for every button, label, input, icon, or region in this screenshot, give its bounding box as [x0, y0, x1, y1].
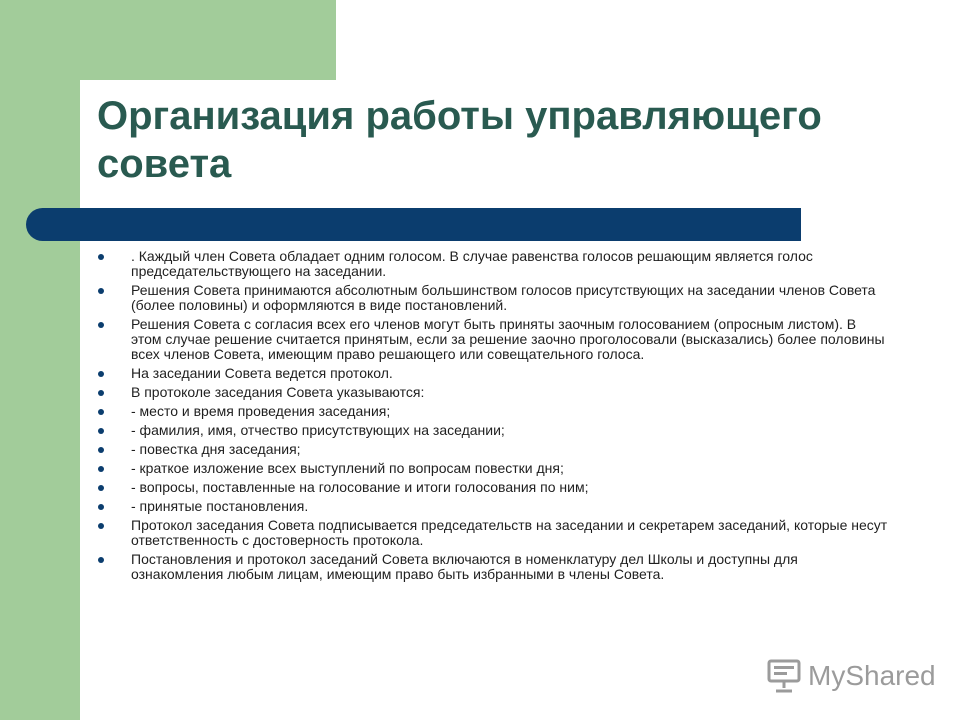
watermark-text: MyShared: [808, 660, 936, 691]
bullet-item: Решения Совета с согласия всех его членов могут быть приняты заочным голосованием (опросным листом). В этом случае решение считается принятым, если за решение заочно проголосовали (высказались) более половины всех членов Совета, имеющим право решающего или совещательного голоса.: [98, 317, 888, 362]
bullet-item: - место и время проведения заседания;: [98, 404, 888, 419]
slide-title: Организация работы управляющего совета: [97, 94, 822, 186]
green-accent-side: [0, 0, 80, 720]
bullet-item: Постановления и протокол заседаний Совета включаются в номенклатуру дел Школы и доступны для ознакомления любым лицам, имеющим право быть избранными в члены Совета.: [98, 552, 888, 582]
bullet-item: - принятые постановления.: [98, 499, 888, 514]
bullet-item: . Каждый член Совета обладает одним голосом. В случае равенства голосов решающим является голос председательствующего на заседании.: [98, 249, 888, 279]
myshared-watermark: [766, 656, 936, 696]
bullet-item: - краткое изложение всех выступлений по вопросам повестки дня;: [98, 461, 888, 476]
bullet-item: - вопросы, поставленные на голосование и итоги голосования по ним;: [98, 480, 888, 495]
bullet-item: Протокол заседания Совета подписывается председательств на заседании и секретарем заседаний, которые несут ответственность с достоверность протокола.: [98, 518, 888, 548]
bullet-item: В протоколе заседания Совета указываются:: [98, 385, 888, 400]
bullet-item: - повестка дня заседания;: [98, 442, 888, 457]
bullet-list: [98, 249, 888, 586]
presentation-board-icon: [766, 658, 802, 694]
bullet-item: На заседании Совета ведется протокол.: [98, 366, 888, 381]
bullet-item: - фамилия, имя, отчество присутствующих на заседании;: [98, 423, 888, 438]
bullet-item: Решения Совета принимаются абсолютным большинством голосов присутствующих на заседании членов Совета (более половины) и оформляются в виде постановлений.: [98, 283, 888, 313]
title-underline-bar: [26, 208, 801, 241]
